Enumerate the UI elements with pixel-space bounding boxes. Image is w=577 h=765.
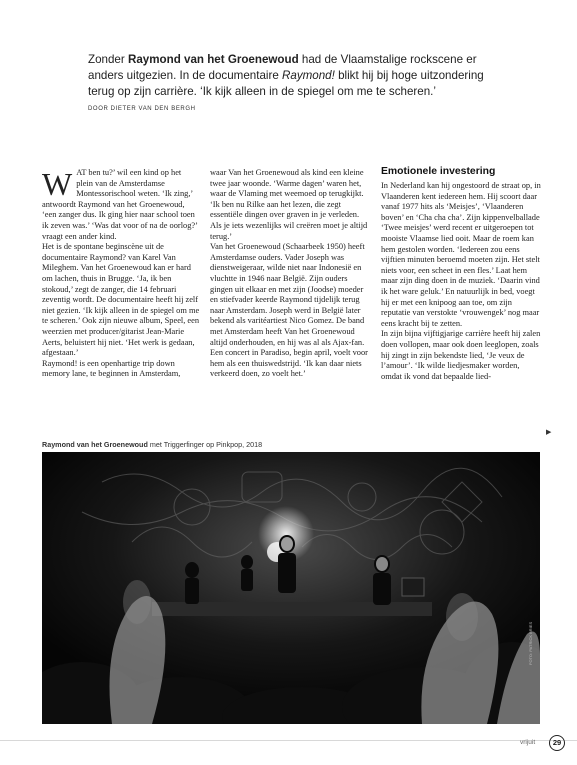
col1-para-2: Het is de spontane beginscène uit de documentaire Raymond? van Karel Van Mileghem. Van het Groenewoud kan er hard om lachen, thuis in Brugge. ‘Ja, ik ben stokoud,’ zegt de zanger, die 14 februari zeventig wordt. De documentaire heeft hij zelf niet gezien. ‘Ik kijk alleen in de spiegel om me te scheren.’ Ook zijn nieuwe album, Speel, een weerzien met producer/gitarist Jean-Marie Aerts, beluistert hij niet. ‘Het werk is gedaan, afgestaan.’ <box>42 242 200 358</box>
col1-para-3: Raymond! is een openhartige trip down memory lane, te beginnen in Amsterdam, <box>42 358 181 379</box>
photo-caption <box>42 440 262 449</box>
dropcap: W <box>42 166 73 202</box>
column-2 <box>210 168 368 380</box>
concert-photo-illustration <box>42 452 540 724</box>
col1-para-1: AT ben tu?’ wil een kind op het plein van de Amsterdamse Montessorischool weten. ‘Ik zing,’ antwoordt Raymond van het Groenewoud, ‘een zanger dus. Ik ging hier naar school toen ik zeven was.’ ‘Was dat voor of na de oorlog?’ vraagt een ander kind. <box>42 168 198 241</box>
col2-para-2: Van het Groenewoud (Schaarbeek 1950) heeft Amsterdamse ouders. Vader Joseph was dienstweigeraar, wilde niet naar Indonesië en vluchtte in 1946 naar België. Zijn ouders gingen uit elkaar en met zijn (Joodse) moeder en stiefvader keerde Raymond tijdelijk terug naar Amsterdam. Joseph werd in België later bekend als varitéartiest Nico Gomez. De band met Amsterdam heeft Van het Groenewoud altijd onderhouden, en hij was al als Ajax-fan. Een concert in Paradiso, begin april, voelt voor hem als een thuiswedstrijd. ‘Ik kan daar niets verkeerd doen, zo voelt het.’ <box>210 242 368 379</box>
section-heading: Emotionele investering <box>381 166 496 177</box>
byline: DOOR DIETER VAN DEN BERGH <box>88 106 196 112</box>
column-1 <box>42 168 200 380</box>
concert-photo <box>42 452 540 724</box>
intro-pre: Zonder <box>88 53 128 66</box>
col2-para-1: waar Van het Groenewoud als kind een kleine twee jaar woonde. ‘Warme dagen’ waren het, waar de Vlaming met weemoed op terugkijkt. ‘Ik ben nu Rilke aan het lezen, die zegt essentiële dingen over graven in je verleden. Als je iets wezenlijks wil creëren moet je altijd terug.’ <box>210 168 368 241</box>
intro-post: blikt hij bij hoge uitzondering terug op zijn carrière. ‘Ik kijk alleen in de spiegel om me te scheren.’ <box>88 69 484 99</box>
photo-credit: FOTO: PATRICK BRIES <box>528 621 533 665</box>
caption-name: Raymond van het Groenewoud <box>42 440 148 449</box>
continue-arrow-icon: ▶ <box>546 429 552 436</box>
footer-rule <box>0 740 577 741</box>
page-number: 29 <box>549 735 565 751</box>
col3-para-2: In zijn bijna vijftigjarige carrière heeft hij zalen doen vollopen, maar ook doen leeglopen, zoals hij zingt in zijn bekendste lied, ‘Je veux de l’amour’. ‘Ik wilde liedjesmaker worden, omdat ik vond dat bepaalde lied- <box>381 329 541 381</box>
intro-title: Raymond! <box>282 69 335 83</box>
intro-paragraph <box>88 52 508 101</box>
col3-para-1: In Nederland kan hij ongestoord de straat op, in Vlaanderen kent iedereen hem. Hij scoort daar vanaf 1977 hits als ‘Meisjes’, ‘Vlaanderen boven’ en ‘Cha cha cha’. Zijn kippenvelballade ‘Twee meisjes’ werd recent er uitgeroepen tot mooiste Vlaamse lied ooit. Maar de roem kan hem gestolen worden. ‘Iedereen zou eens vijftien minuten beroemd moeten zijn. Het stelt niets voor, een scheet in een fles.’ Laat hem maar zijn ding doen in de muziek. ‘Daarin vind ik het ware geluk.’ En natuurlijk in bed, voegt hij er met een knipoog aan toe, om zijn reputatie van verstokte ‘vrouwengek’ nog maar eens kracht bij te zetten. <box>381 181 541 328</box>
intro-mid: had de Vlaamstalige rockscene er anders uitgezien. In de documentaire <box>88 53 477 83</box>
footer-label: vrijuit <box>520 739 536 746</box>
column-3 <box>381 181 541 382</box>
intro-name: Raymond van het Groenewoud <box>127 53 299 66</box>
caption-rest: met Triggerfinger op Pinkpop, 2018 <box>147 440 263 449</box>
